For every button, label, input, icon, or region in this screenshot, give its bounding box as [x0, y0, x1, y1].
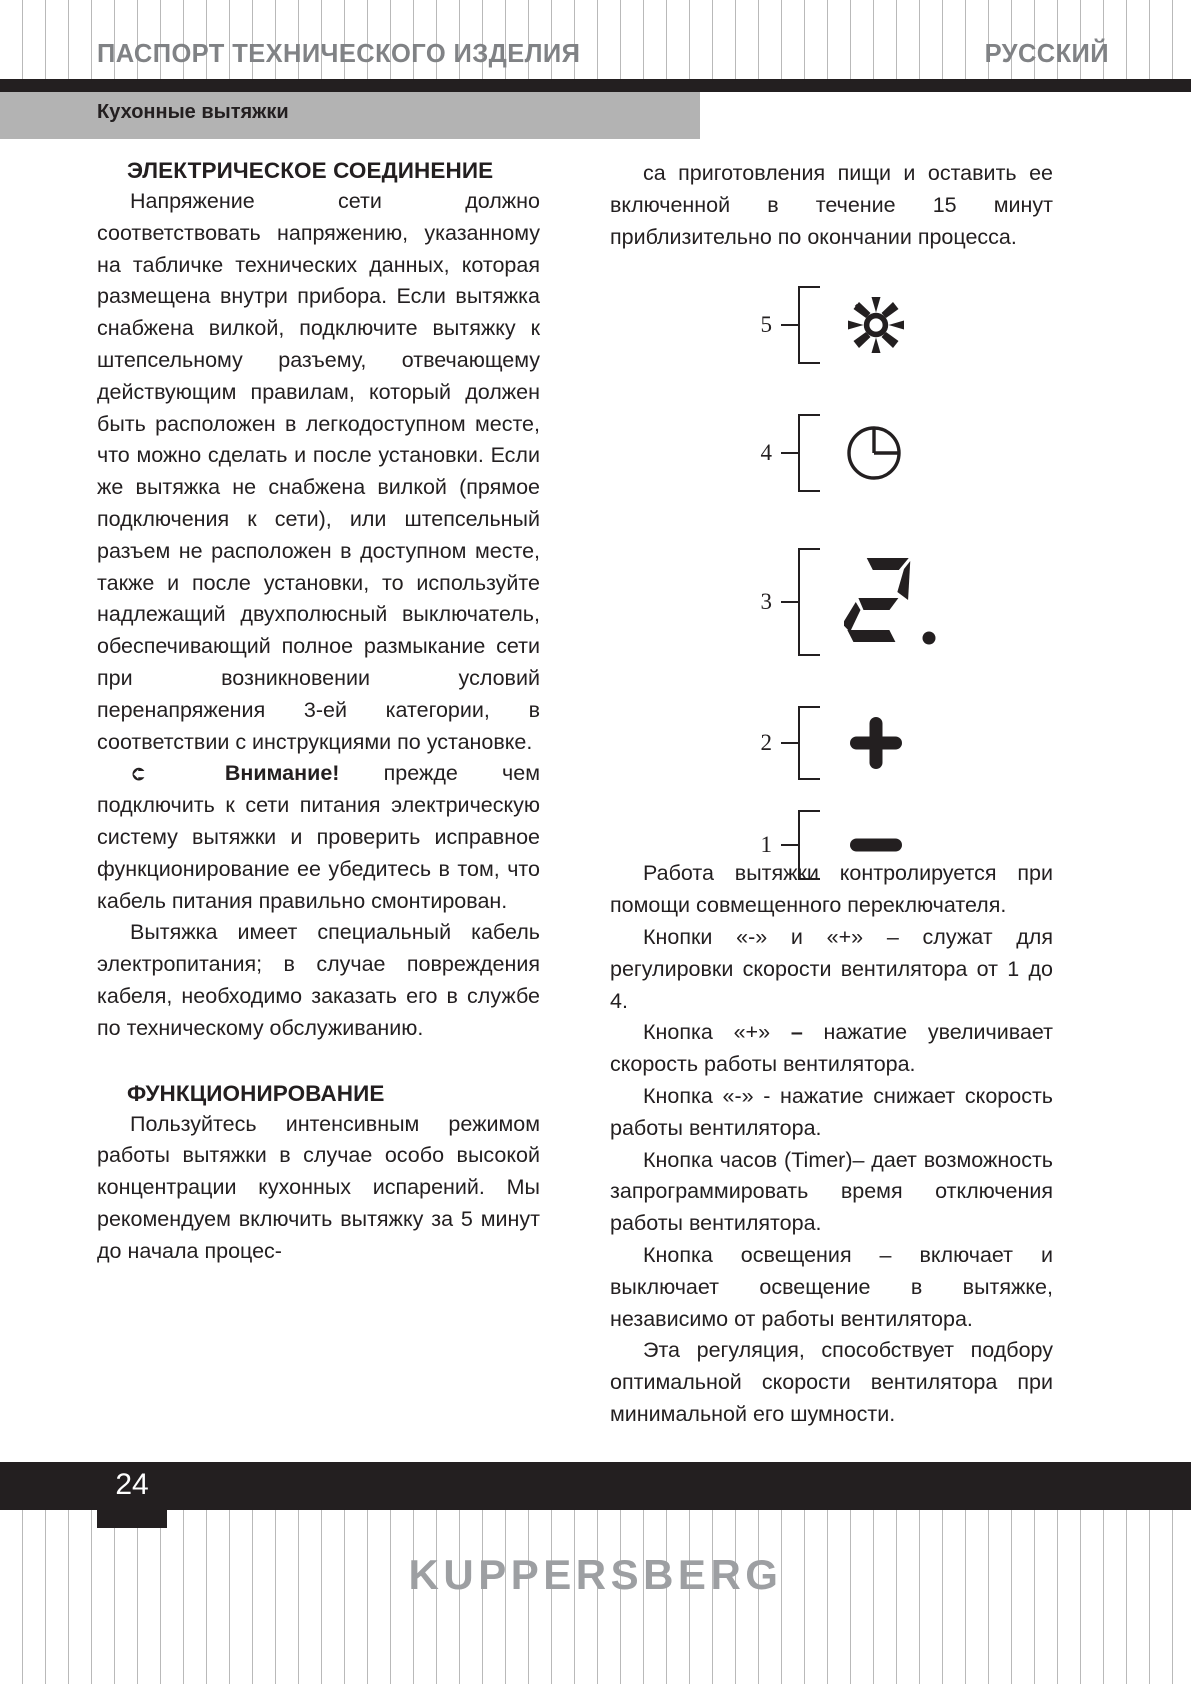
plus-icon	[844, 711, 908, 775]
seven-segment-display-icon	[844, 550, 936, 654]
body-columns	[0, 158, 1191, 1438]
paragraph-warning	[97, 758, 540, 917]
page-header	[0, 40, 1191, 82]
right-column	[610, 158, 1053, 1431]
legend-number-3: 3	[760, 589, 772, 615]
legend-tick-1	[781, 844, 798, 846]
legend-row-3	[610, 537, 1053, 667]
page-number: 24	[115, 1468, 149, 1501]
brand-logo-text: KUPPERSBERG	[408, 1551, 783, 1598]
legend-bracket-4	[798, 414, 820, 492]
paragraph-speed-buttons: Кнопки «-» и «+» – служат для регулировки скорости вентилятора от 1 до 4.	[610, 924, 1053, 1013]
legend-bracket-3	[798, 548, 820, 656]
header-title-left: ПАСПОРТ ТЕХНИЧЕСКОГО ИЗДЕЛИЯ	[97, 40, 581, 68]
legend-row-1	[610, 805, 1053, 885]
subheader-title: Кухонные вытяжки	[97, 101, 289, 123]
plus-button-dash: –	[790, 1020, 803, 1045]
legend-row-2	[610, 693, 1053, 793]
legend-tick-4	[781, 452, 798, 454]
paragraph-voltage: Напряжение сети должно соответствовать напряжению, указанному на табличке технических данных, которая размещена внутри прибора. Если вытяжка снабжена вилкой, подключите вытяжку к штепсельному разъему, отвечающему действующим правилам, который должен быть расположен в легкодоступном месте, что можно сделать и после установки. Если же вытяжка не снабжена вилкой (прямое подключения к сети), или штепсельный разъем не расположен в доступном месте, также и после установки, то используйте надлежащий двухполюсный выключатель, обеспечивающий полное размыкание сети при возникновении условий перенапряжения 3-ей категории, в соответствии с инструкциями по установке.	[97, 189, 540, 754]
attention-text: прежде чем подключить к сети питания электрическую систему вытяжки и проверить исправное функционирование ее убедитесь в том, что кабель питания правильно смонтирован.	[97, 761, 540, 913]
paragraph-cooking-continued: са приготовления пищи и оставить ее включенной в течение 15 минут приблизительно по окончании процесса.	[610, 161, 1053, 249]
paragraph-control-switch: Работа вытяжки контролируется при помощи совмещенного переключателя.	[610, 861, 1053, 918]
control-panel-legend-diagram	[610, 275, 1053, 858]
paragraph-intensive-mode: Пользуйтесь интенсивным режимом работы вытяжки в случае особо высокой концентрации кухонных испарений. Мы рекомендуем включить вытяжку за 5 минут до начала процес-	[97, 1111, 540, 1263]
plus-button-text-a: Кнопка «+»	[643, 1020, 791, 1045]
legend-tick-2	[781, 742, 798, 744]
attention-label: Внимание!	[224, 761, 340, 786]
legend-number-4: 4	[760, 440, 772, 466]
legend-bracket-2	[798, 706, 820, 780]
legend-row-4	[610, 403, 1053, 503]
paragraph-regulation-note: Эта регуляция, способствует подбору оптимальной скорости вентилятора при минимальной его шумности.	[610, 1338, 1053, 1426]
header-rule	[0, 79, 1191, 92]
section-title-electrical-connection: ЭЛЕКТРИЧЕСКОЕ СОЕДИНЕНИЕ	[127, 158, 494, 183]
left-column	[97, 158, 540, 1268]
legend-tick-3	[781, 601, 798, 603]
plus-button-text-b: нажатие увеличивает скорость работы вентилятора.	[610, 1020, 1053, 1077]
header-language-label: РУССКИЙ	[984, 40, 1109, 68]
footer-bar	[0, 1462, 1191, 1510]
attention-arrow-icon: ➲	[130, 762, 148, 786]
light-sun-icon	[844, 293, 908, 357]
paragraph-timer-button: Кнопка часов (Timer)– дает возможность запрограммировать время отключения работы вентилятора.	[610, 1147, 1053, 1236]
legend-tick-5	[781, 324, 798, 326]
legend-row-5	[610, 275, 1053, 375]
paragraph-plus-button	[610, 1017, 1053, 1081]
legend-bracket-1	[798, 810, 820, 880]
legend-bracket-5	[798, 286, 820, 364]
legend-number-2: 2	[760, 730, 772, 756]
timer-clock-icon	[844, 423, 904, 483]
section-title-operation: ФУНКЦИОНИРОВАНИЕ	[127, 1080, 385, 1106]
paragraph-power-cable: Вытяжка имеет специальный кабель электропитания; в случае повреждения кабеля, необходимо заказать его в службе по техническому обслуживанию.	[97, 920, 540, 1040]
minus-icon	[844, 833, 908, 857]
paragraph-minus-button: Кнопка «-» - нажатие снижает скорость работы вентилятора.	[610, 1083, 1053, 1140]
legend-number-5: 5	[760, 312, 772, 338]
paragraph-light-button: Кнопка освещения – включает и выключает освещение в вытяжке, независимо от работы вентилятора.	[610, 1242, 1053, 1331]
legend-number-1: 1	[760, 832, 772, 858]
